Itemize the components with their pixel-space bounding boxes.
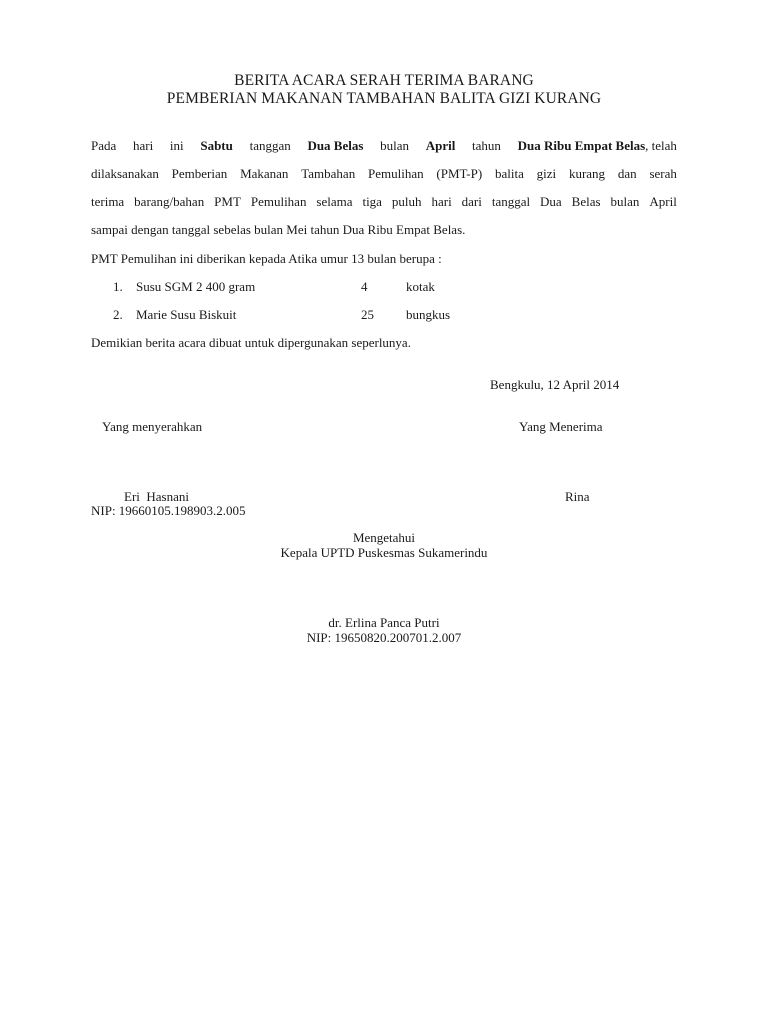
- giver-name: Eri Hasnani: [124, 489, 189, 504]
- head-nip: NIP: 19650820.200701.2.007: [306, 630, 462, 645]
- receiver-role: Yang Menerima: [519, 419, 603, 434]
- word: balita: [494, 166, 524, 181]
- word: (PMT-P): [436, 166, 483, 181]
- word: Pemberian: [171, 166, 228, 181]
- word: barang/bahan: [134, 194, 205, 209]
- date-month: April: [425, 138, 456, 153]
- word: dilaksanakan: [91, 166, 159, 181]
- item-quantity: 25: [361, 307, 374, 322]
- head-title: Kepala UPTD Puskesmas Sukamerindu: [280, 545, 488, 560]
- word: April: [649, 194, 677, 209]
- body-line-3: [91, 188, 677, 216]
- giver-nip: NIP: 19660105.198903.2.005: [91, 503, 246, 518]
- document-title-line-2: PEMBERIAN MAKANAN TAMBAHAN BALITA GIZI KURANG: [166, 90, 602, 107]
- word: dan: [617, 166, 637, 181]
- word: kurang: [568, 166, 606, 181]
- word: puluh: [391, 194, 422, 209]
- word: tanggan: [249, 138, 291, 153]
- date-year: Dua Ribu Empat Belas: [517, 138, 646, 153]
- document-title-line-1: BERITA ACARA SERAH TERIMA BARANG: [234, 72, 534, 89]
- word: tanggal: [491, 194, 531, 209]
- day-name: Sabtu: [200, 138, 233, 153]
- word: PMT: [214, 194, 241, 209]
- body-line-1: [91, 132, 677, 160]
- word: hari: [431, 194, 452, 209]
- word: hari: [132, 138, 154, 153]
- body-line-2: [91, 160, 677, 188]
- item-name: Susu SGM 2 400 gram: [136, 279, 256, 294]
- acknowledge-label: Mengetahui: [352, 530, 416, 545]
- closing-statement: Demikian berita acara dibuat untuk dipergunakan seperlunya.: [91, 335, 411, 350]
- item-number: 2.: [113, 307, 123, 322]
- date-day: Dua Belas: [307, 138, 364, 153]
- head-name: dr. Erlina Panca Putri: [328, 615, 440, 630]
- word: Belas: [571, 194, 601, 209]
- items-intro: PMT Pemulihan ini diberikan kepada Atika umur 13 bulan berupa :: [91, 251, 442, 266]
- year-group: [518, 132, 677, 160]
- item-unit: kotak: [406, 279, 435, 294]
- word: bulan: [610, 194, 640, 209]
- body-paragraph: [91, 132, 677, 244]
- word: gizi: [536, 166, 557, 181]
- item-number: 1.: [113, 279, 123, 294]
- word: terima: [91, 194, 125, 209]
- word: bulan: [380, 138, 410, 153]
- word: Pemulihan: [250, 194, 307, 209]
- giver-role: Yang menyerahkan: [102, 419, 203, 434]
- item-unit: bungkus: [406, 307, 451, 322]
- place-date: Bengkulu, 12 April 2014: [490, 377, 620, 392]
- word: serah: [649, 166, 677, 181]
- item-name: Marie Susu Biskuit: [136, 307, 237, 322]
- word: dari: [461, 194, 482, 209]
- word: Makanan: [240, 166, 289, 181]
- word: tiga: [362, 194, 382, 209]
- receiver-name: Rina: [565, 489, 590, 504]
- item-quantity: 4: [361, 279, 368, 294]
- word: Dua: [540, 194, 562, 209]
- body-line-4: sampai dengan tanggal sebelas bulan Mei tahun Dua Ribu Empat Belas.: [91, 222, 466, 237]
- word: selama: [316, 194, 353, 209]
- word: Pemulihan: [368, 166, 424, 181]
- word: ini: [169, 138, 184, 153]
- word: , telah: [645, 138, 677, 153]
- word: tahun: [472, 138, 501, 153]
- word: Pada: [91, 138, 117, 153]
- word: Tambahan: [301, 166, 356, 181]
